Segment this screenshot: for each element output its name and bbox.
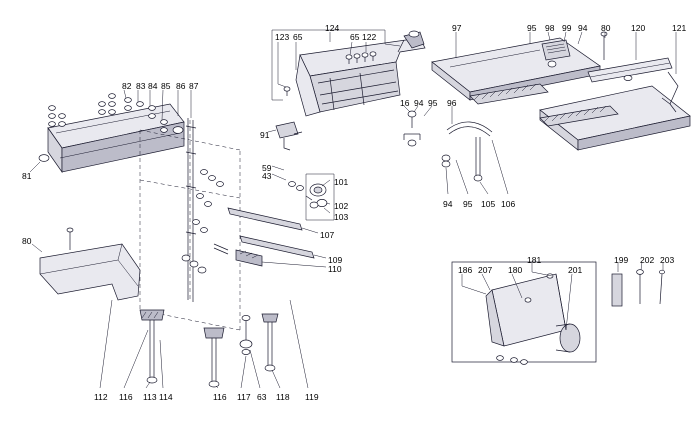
callout-95: 95 bbox=[527, 23, 537, 33]
callout-98: 98 bbox=[545, 23, 555, 33]
callout-121: 121 bbox=[672, 23, 687, 33]
callout-85: 85 bbox=[161, 81, 171, 91]
group-dust-hood-box bbox=[452, 262, 665, 364]
group-legs-bolts bbox=[100, 300, 308, 388]
callout-84: 84 bbox=[148, 81, 158, 91]
callout-186: 186 bbox=[458, 265, 473, 275]
callout-99: 99 bbox=[562, 23, 572, 33]
callout-116: 116 bbox=[119, 392, 133, 402]
callout-113: 113 bbox=[143, 392, 157, 402]
callout-82: 82 bbox=[122, 81, 132, 91]
callout-83: 83 bbox=[136, 81, 146, 91]
callout-112: 112 bbox=[94, 392, 108, 402]
callout-94: 94 bbox=[414, 98, 424, 108]
callout-95: 95 bbox=[428, 98, 438, 108]
callout-103: 103 bbox=[334, 212, 349, 222]
callout-101: 101 bbox=[334, 177, 349, 187]
callout-86: 86 bbox=[176, 81, 186, 91]
group-table-extensions bbox=[404, 32, 690, 194]
callout-203: 203 bbox=[660, 255, 675, 265]
callout-16: 16 bbox=[400, 98, 410, 108]
callout-180: 180 bbox=[508, 265, 523, 275]
callout-181: 181 bbox=[527, 255, 542, 265]
callout-80: 80 bbox=[601, 23, 611, 33]
callout-96: 96 bbox=[447, 98, 457, 108]
callout-65: 65 bbox=[293, 32, 303, 42]
callout-94: 94 bbox=[578, 23, 588, 33]
callout-105: 105 bbox=[481, 199, 496, 209]
callout-124: 124 bbox=[325, 23, 340, 33]
callout-81: 81 bbox=[22, 171, 32, 181]
callout-123: 123 bbox=[275, 32, 290, 42]
callout-122: 122 bbox=[362, 32, 377, 42]
callout-118: 118 bbox=[276, 392, 290, 402]
callout-117: 117 bbox=[237, 392, 251, 402]
callout-95: 95 bbox=[463, 199, 473, 209]
callout-97: 97 bbox=[452, 23, 462, 33]
callout-94: 94 bbox=[443, 199, 453, 209]
callout-87: 87 bbox=[189, 81, 199, 91]
callout-114: 114 bbox=[159, 392, 173, 402]
callout-80: 80 bbox=[22, 236, 32, 246]
callout-199: 199 bbox=[614, 255, 629, 265]
callout-65: 65 bbox=[350, 32, 360, 42]
callout-102: 102 bbox=[334, 201, 349, 211]
group-left-bar bbox=[32, 228, 140, 300]
callout-110: 110 bbox=[328, 264, 342, 274]
callout-43: 43 bbox=[262, 171, 272, 181]
callout-107: 107 bbox=[320, 230, 335, 240]
callout-119: 119 bbox=[305, 392, 319, 402]
callout-109: 109 bbox=[328, 255, 343, 265]
callout-116: 116 bbox=[213, 392, 227, 402]
callout-201: 201 bbox=[568, 265, 583, 275]
callout-91: 91 bbox=[260, 130, 270, 140]
callout-106: 106 bbox=[501, 199, 516, 209]
callout-120: 120 bbox=[631, 23, 646, 33]
callout-202: 202 bbox=[640, 255, 655, 265]
callout-59: 59 bbox=[262, 163, 272, 173]
callout-63: 63 bbox=[257, 392, 267, 402]
group-main-frame bbox=[140, 118, 334, 330]
callout-207: 207 bbox=[478, 265, 493, 275]
